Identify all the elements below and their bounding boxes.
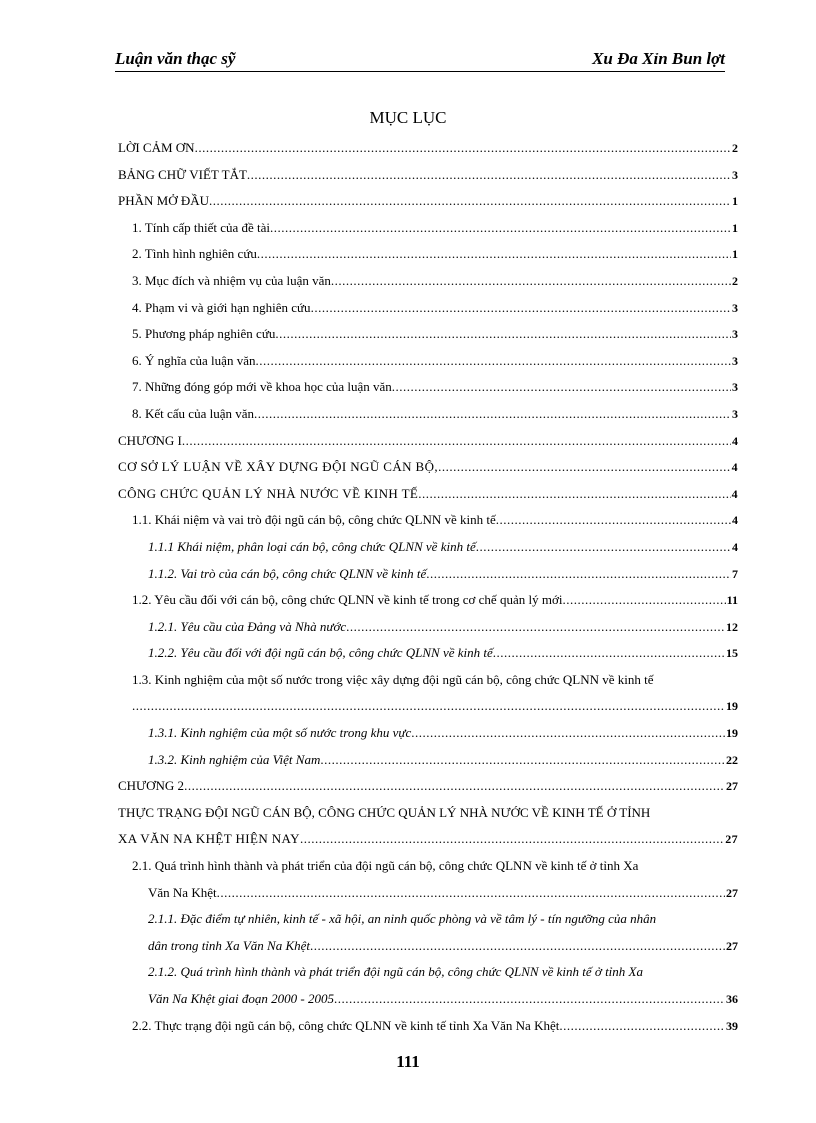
- toc-entry[interactable]: [118, 295, 738, 322]
- toc-entry[interactable]: [118, 374, 738, 401]
- toc-entry[interactable]: [118, 693, 738, 720]
- toc-entry-text: 8. Kết cấu của luận văn: [132, 405, 255, 421]
- toc-entry-text: 5. Phương pháp nghiên cứu: [132, 326, 276, 342]
- toc-entry-text: 1.1. Khái niệm và vai trò đội ngũ cán bộ, công chức QLNN về kinh tế: [132, 512, 496, 528]
- toc-entry-page: 3: [732, 167, 738, 182]
- toc-entry[interactable]: [118, 162, 738, 189]
- toc-entry-text: 2.2. Thực trạng đội ngũ cán bộ, công chức QLNN về kinh tế tỉnh Xa Văn Na Khệt: [132, 1017, 560, 1033]
- toc-entry[interactable]: [118, 534, 738, 561]
- toc-entry[interactable]: [118, 986, 738, 1013]
- toc-entry-text: Văn Na Khệt giai đoạn 2000 - 2005: [148, 991, 334, 1006]
- toc-entry-page: 27: [726, 938, 738, 953]
- toc-entry-page: 3: [732, 327, 738, 342]
- toc-entry-text: 1.3.1. Kinh nghiệm của một số nước trong khu vực: [148, 725, 412, 741]
- toc-entry-text: PHẦN MỞ ĐẦU: [118, 193, 210, 209]
- toc-entry[interactable]: [118, 933, 738, 960]
- toc-entry[interactable]: [118, 241, 738, 268]
- toc-entry-text: 7. Những đóng góp mới về khoa học của luận văn: [132, 379, 392, 395]
- toc-entry-page: 11: [726, 593, 738, 608]
- toc-entry-page: 36: [726, 992, 738, 1006]
- toc-entry-page: 1: [732, 194, 738, 209]
- toc-entry-page: 12: [726, 619, 738, 634]
- table-of-contents: [118, 135, 738, 1039]
- toc-entry-page: 2: [732, 273, 738, 288]
- toc-entry-page: 7: [732, 566, 738, 581]
- toc-entry-page: 27: [725, 832, 738, 847]
- toc-entry[interactable]: [118, 135, 738, 162]
- toc-entry-text: 1. Tính cấp thiết của đề tài: [132, 219, 271, 235]
- toc-entry-page: 39: [726, 1018, 738, 1033]
- toc-entry-page: 19: [726, 699, 738, 714]
- toc-entry[interactable]: [118, 321, 738, 348]
- toc-entry-text: 1.3.2. Kinh nghiệm của Việt Nam: [148, 751, 321, 767]
- toc-entry[interactable]: [118, 481, 738, 508]
- toc-entry[interactable]: [118, 401, 738, 428]
- toc-entry-text: 3. Mục đích và nhiệm vụ của luận văn: [132, 272, 331, 288]
- toc-entry[interactable]: [118, 773, 738, 800]
- toc-entry-text: CHƯƠNG I: [118, 432, 182, 448]
- toc-entry[interactable]: [118, 507, 738, 534]
- toc-entry-text: XA VĂN NA KHỆT HIỆN NAY: [118, 831, 300, 847]
- toc-entry-first-line[interactable]: 2.1.2. Quá trình hình thành và phát triển đội ngũ cán bộ, công chức QLNN về kinh tế ở tỉnh Xa: [148, 964, 643, 980]
- toc-entry-text: LỜI CẢM ƠN: [118, 140, 195, 155]
- toc-entry-page: 22: [726, 752, 738, 767]
- toc-entry[interactable]: [118, 880, 738, 907]
- toc-entry-text: 1.2.1. Yêu cầu của Đảng và Nhà nước: [148, 618, 347, 634]
- toc-entry-page: 3: [732, 300, 738, 315]
- toc-entry-text: 1.2.2. Yêu cầu đối với đội ngũ cán bộ, công chức QLNN về kinh tế: [148, 645, 493, 661]
- toc-entry-text: 2. Tình hình nghiên cứu: [132, 246, 257, 262]
- toc-entry[interactable]: [118, 561, 738, 588]
- toc-entry-text: dân trong tỉnh Xa Văn Na Khệt: [148, 937, 311, 953]
- toc-entry-page: 19: [726, 726, 738, 741]
- toc-entry-text: Văn Na Khệt: [148, 884, 217, 900]
- toc-entry-first-line[interactable]: 2.1.1. Đặc điểm tự nhiên, kinh tế - xã hội, an ninh quốc phòng và về tâm lý - tín ngưỡng của nhân: [148, 911, 657, 927]
- toc-entry-text: 4. Phạm vi và giới hạn nghiên cứu: [132, 299, 311, 315]
- page-header: [115, 49, 725, 72]
- toc-entry-first-line[interactable]: 1.3. Kinh nghiệm của một số nước trong việc xây dựng đội ngũ cán bộ, công chức QLNN về kinh tế: [132, 671, 654, 687]
- page-title: MỤC LỤC: [369, 108, 447, 127]
- toc-entry[interactable]: [118, 428, 738, 455]
- toc-entry[interactable]: [118, 1013, 738, 1040]
- toc-entry-page: 15: [726, 646, 738, 661]
- toc-entry[interactable]: [118, 614, 738, 641]
- toc-entry-page: 2: [732, 141, 738, 155]
- toc-entry[interactable]: [118, 747, 738, 774]
- toc-entry[interactable]: [118, 348, 738, 375]
- toc-entry-text: CÔNG CHỨC QUẢN LÝ NHÀ NƯỚC VỀ KINH TẾ: [118, 485, 419, 501]
- toc-entry-page: 27: [726, 885, 738, 900]
- toc-entry-page: 4: [732, 539, 738, 554]
- toc-entry[interactable]: [118, 215, 738, 242]
- toc-entry-page: 4: [732, 513, 738, 528]
- toc-entry-text: 1.1.2. Vai trò của cán bộ, công chức QLNN về kinh tế: [148, 565, 427, 581]
- toc-entry-text: CHƯƠNG 2: [118, 778, 185, 794]
- header-left: Luận văn thạc sỹ: [115, 49, 236, 68]
- toc-entry[interactable]: [118, 826, 738, 853]
- toc-entry-page: 27: [726, 779, 738, 794]
- toc-entry[interactable]: [118, 640, 738, 667]
- toc-entry-text: 1.1.1 Khái niệm, phân loại cán bộ, công chức QLNN về kinh tế: [148, 538, 476, 554]
- toc-entry[interactable]: [118, 720, 738, 747]
- toc-entry-text: CƠ SỞ LÝ LUẬN VỀ XÂY DỰNG ĐỘI NGŨ CÁN BỘ,: [118, 459, 439, 475]
- toc-entry-first-line[interactable]: 2.1. Quá trình hình thành và phát triển của đội ngũ cán bộ, công chức QLNN về kinh tế ở tỉnh Xa: [132, 858, 639, 874]
- toc-entry-page: 1: [732, 247, 738, 262]
- toc-entry-page: 4: [732, 433, 738, 448]
- toc-entry-page: 1: [732, 220, 738, 235]
- toc-entry[interactable]: [118, 587, 738, 614]
- toc-entry-page: 4: [731, 460, 738, 475]
- toc-entry-text: 6. Ý nghĩa của luận văn: [132, 352, 256, 368]
- toc-entry-page: 3: [732, 353, 738, 368]
- toc-entry[interactable]: [118, 268, 738, 295]
- page-number: 111: [396, 1052, 420, 1071]
- toc-entry-page: 3: [732, 380, 738, 395]
- toc-entry-page: 4: [731, 486, 738, 501]
- toc-entry-first-line[interactable]: THỰC TRẠNG ĐỘI NGŨ CÁN BỘ, CÔNG CHỨC QUẢN LÝ NHÀ NƯỚC VỀ KINH TẾ Ở TỈNH: [118, 804, 651, 820]
- toc-entry[interactable]: [118, 188, 738, 215]
- header-right: Xu Đa Xỉn Bun lợt: [592, 49, 725, 68]
- toc-entry[interactable]: [118, 454, 738, 481]
- toc-entry-page: 3: [732, 406, 738, 421]
- toc-entry-text: BẢNG CHỮ VIẾT TẮT: [118, 166, 247, 182]
- toc-entry-text: 1.2. Yêu cầu đối với cán bộ, công chức QLNN về kinh tế trong cơ chế quản lý mới: [132, 592, 563, 608]
